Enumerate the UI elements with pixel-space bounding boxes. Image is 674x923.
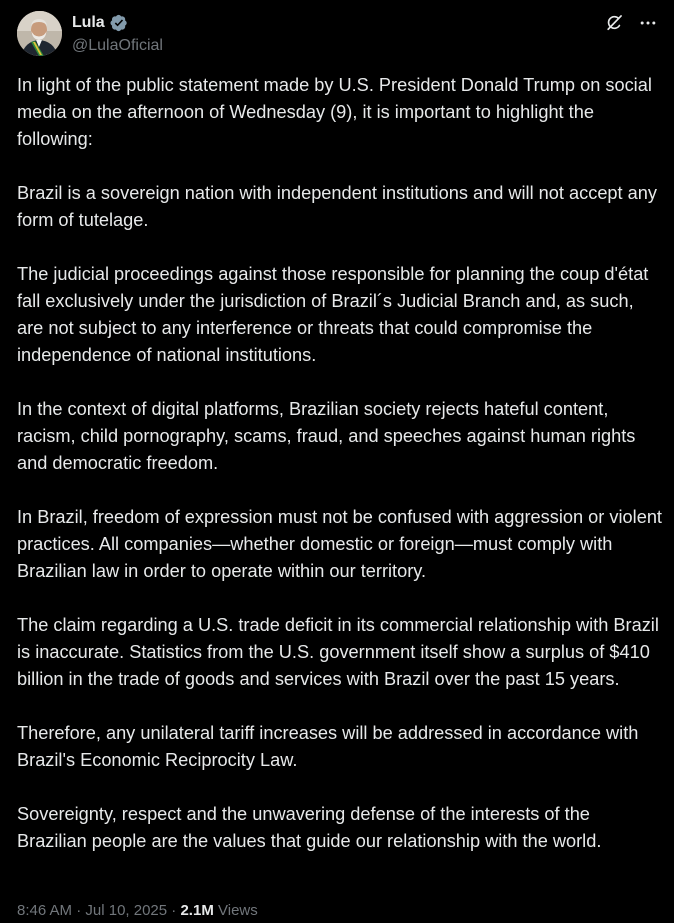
- views-count: 2.1M: [180, 902, 214, 919]
- header-actions: [604, 13, 658, 33]
- display-name-row: [72, 13, 163, 33]
- tweet-paragraph: The judicial proceedings against those responsible for planning the coup d'état fall exclusively under the jurisdiction of Brazil´s Judicial Branch and, as such, are not subject to any interference or threats that could compromise the independence of national institutions.: [17, 264, 649, 365]
- views-label: Views: [218, 902, 258, 919]
- verified-badge-icon[interactable]: [110, 14, 128, 32]
- meta-separator: ·: [72, 902, 86, 919]
- author-handle[interactable]: @LulaOficial: [72, 37, 163, 54]
- avatar[interactable]: [17, 11, 62, 56]
- meta-separator: ·: [167, 902, 181, 919]
- display-name[interactable]: Lula: [72, 14, 105, 31]
- tweet-paragraph: In the context of digital platforms, Brazilian society rejects hateful content, racism, child pornography, scams, fraud, and speeches against human rights and democratic freedom.: [17, 399, 636, 473]
- tweet-paragraph: In Brazil, freedom of expression must not be confused with aggression or violent practices. All companies—whether domestic or foreign—must comply with Brazilian law in order to operate within our territory.: [17, 507, 662, 581]
- more-options-icon[interactable]: [638, 13, 658, 33]
- tweet-paragraph: Brazil is a sovereign nation with independent institutions and will not accept any form of tutelage.: [17, 183, 657, 230]
- tweet-paragraph: The claim regarding a U.S. trade deficit in its commercial relationship with Brazil is inaccurate. Statistics from the U.S. government itself show a surplus of $410 billion in the trade of goods and services with Brazil over the past 15 years.: [17, 615, 659, 689]
- tweet-paragraph: In light of the public statement made by U.S. President Donald Trump on social media on the afternoon of Wednesday (9), it is important to highlight the following:: [17, 75, 652, 149]
- tweet-paragraph: Sovereignty, respect and the unwavering defense of the interests of the Brazilian people are the values that guide our relationship with the world.: [17, 804, 602, 851]
- avatar-image: [17, 11, 62, 56]
- post-time[interactable]: 8:46 AM: [17, 902, 73, 919]
- tweet-header: [17, 11, 658, 57]
- author-names: [72, 13, 163, 55]
- tweet-paragraph: Therefore, any unilateral tariff increases will be addressed in accordance with Brazil's Economic Reciprocity Law.: [17, 723, 639, 770]
- tweet-meta: [17, 902, 258, 919]
- grok-icon[interactable]: [604, 13, 624, 33]
- post-date[interactable]: Jul 10, 2025: [85, 902, 168, 919]
- tweet-text: [17, 72, 662, 855]
